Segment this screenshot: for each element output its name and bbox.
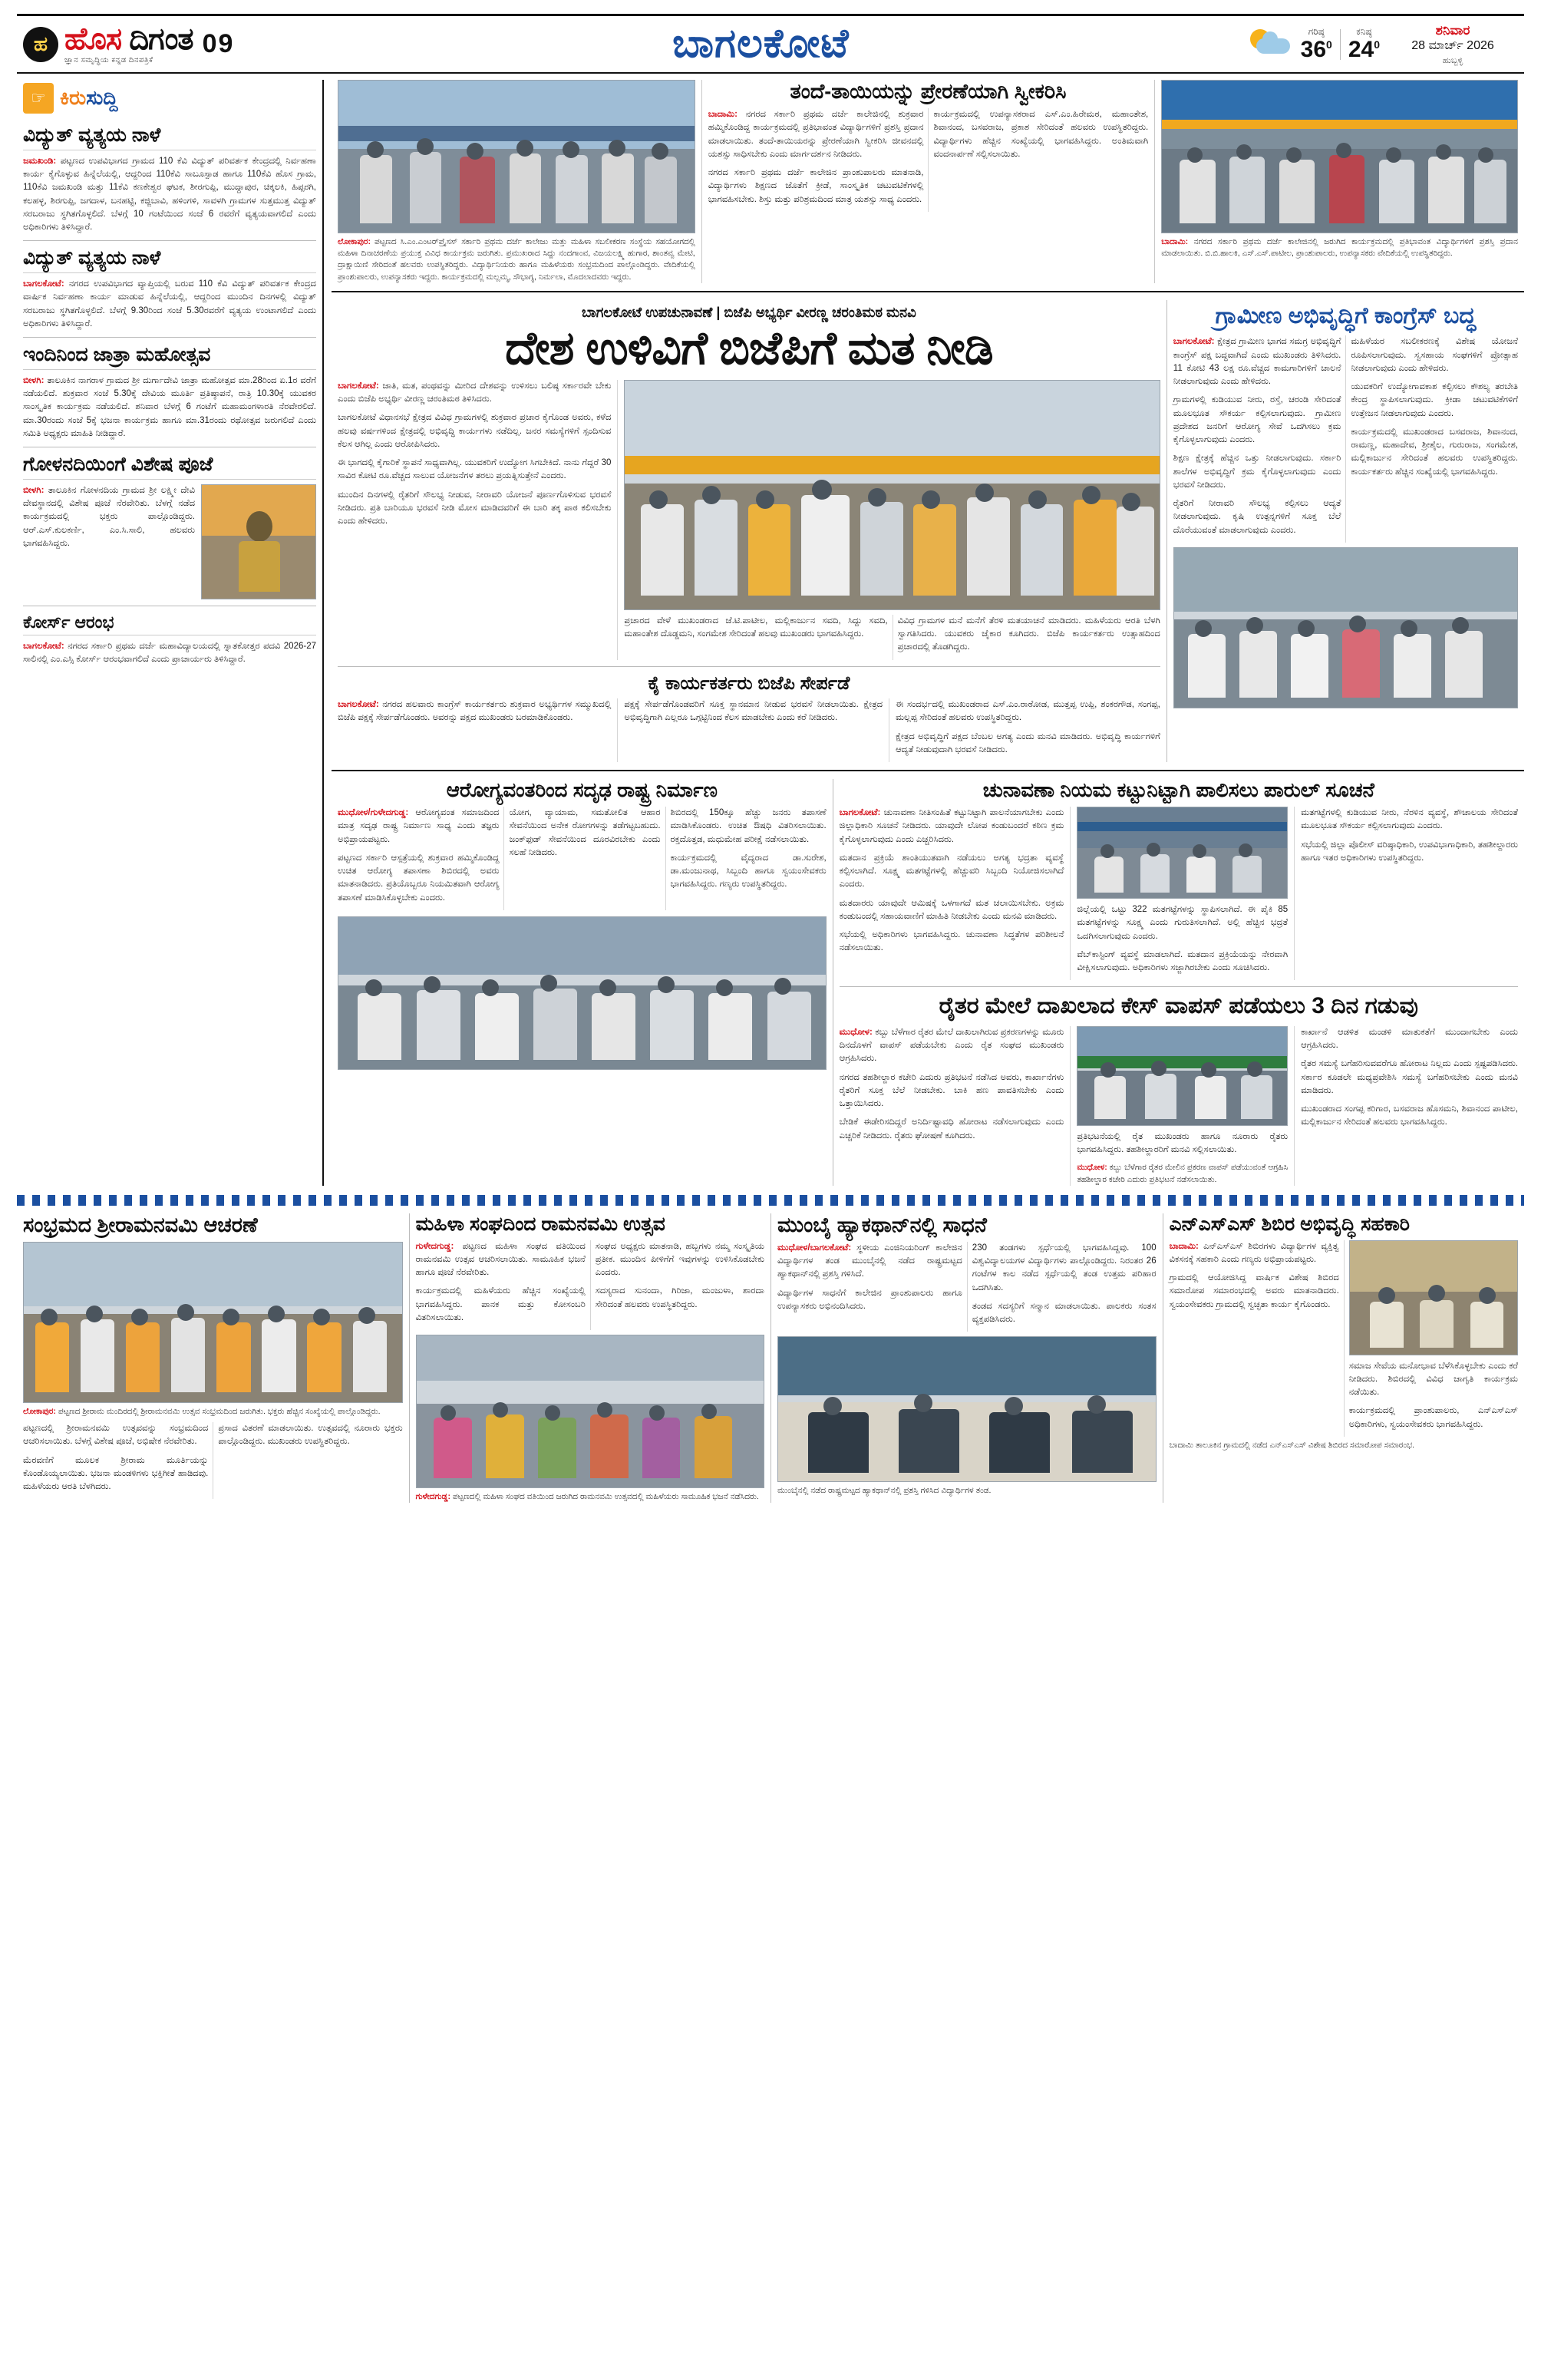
story-health[interactable] xyxy=(332,779,833,1186)
story-paragraph: ನಗರದ ಸರ್ಕಾರಿ ಪ್ರಥಮ ದರ್ಜೆ ಕಾಲೇಜಿನಲ್ಲಿ ಶುಕ್ರವಾರ ಹಮ್ಮಿಕೊಂಡಿದ್ದ ಕಾರ್ಯಕ್ರಮದಲ್ಲಿ ಪ್ರತಿಭಾವಂತ ವಿದ್ಯಾರ್ಥಿಗಳಿಗೆ ಪ್ರಶಸ್ತಿ ಪ್ರದಾನ ಮಾಡಲಾಯಿತು. ತಂದೆ-ತಾಯಿಯರನ್ನು ಪ್ರೇರಣೆಯಾಗಿ ಸ್ವೀಕರಿಸಿ ಜೀವನದಲ್ಲಿ ಯಶಸ್ಸು ಸಾಧಿಸಬೇಕು ಎಂದು ಮಾರ್ಗದರ್ಶನ ನೀಡಿದರು. xyxy=(708,110,924,159)
caption-dateline: ಮುಧೋಳ: xyxy=(1077,1163,1107,1173)
weather-widget xyxy=(1246,27,1380,61)
story-paragraph: ಕಾರ್ಯಕ್ರಮದಲ್ಲಿ ಮುಖಂಡರಾದ ಬಸವರಾಜ, ಶಿವಾನಂದ, ರಾಮಣ್ಣ, ಮಹಾದೇವ, ಶ್ರೀಶೈಲ, ಗುರುರಾಜ, ಸಂಗಮೇಶ, ಮಲ್ಲಿಕಾರ್ಜುನ ಸೇರಿದಂತೆ ಹಲವರು ಉಪಸ್ಥಿತರಿದ್ದರು. ಕಾರ್ಯಕರ್ತರು ಹೆಚ್ಚಿನ ಸಂಖ್ಯೆಯಲ್ಲಿ ಭಾಗವಹಿಸಿದ್ದರು. xyxy=(1351,427,1518,477)
brief-headline: ಗೋಳನದಿಯಿಂಗೆ ವಿಶೇಷ ಪೂಜೆ xyxy=(23,454,316,480)
story-paragraph: ಜಾತಿ, ಮತ, ಪಂಥವನ್ನು ಮೀರಿದ ದೇಶವನ್ನು ಉಳಿಸಲು ಬಲಿಷ್ಠ ಸರ್ಕಾರವೇ ಬೇಕು ಎಂದು ಬಿಜೆಪಿ ಅಭ್ಯರ್ಥಿ ವೀರಣ್ಣ ಚರಂತಿಮಠ ತಿಳಿಸಿದರು. xyxy=(338,381,612,404)
logo-word-2: ದಿಗಂತ xyxy=(129,22,193,56)
story-paragraph: ಸ್ಥಳೀಯ ಎಂಜಿನಿಯರಿಂಗ್ ಕಾಲೇಜಿನ ವಿದ್ಯಾರ್ಥಿಗಳ ತಂಡ ಮುಂಬೈನಲ್ಲಿ ನಡೆದ ರಾಷ್ಟ್ರಮಟ್ಟದ ಹ್ಯಾಕಥಾನ್‌ನಲ್ಲಿ ಪ್ರಶಸ್ತಿ ಗಳಿಸಿದೆ. xyxy=(777,1243,962,1279)
story-paragraph: ಸಮಾಜ ಸೇವೆಯ ಮನೋಭಾವ ಬೆಳೆಸಿಕೊಳ್ಳಬೇಕು ಎಂದು ಕರೆ ನೀಡಿದರು. ಶಿಬಿರದಲ್ಲಿ ವಿವಿಧ ಜಾಗೃತಿ ಕಾರ್ಯಕ್ರಮ ನಡೆಯಿತು. xyxy=(1348,1361,1518,1398)
story-paragraph: ಕಾರ್ಯಕ್ರಮದಲ್ಲಿ ಪ್ರಾಂಶುಪಾಲರು, ಎನ್‌ಎಸ್‌ಎಸ್ ಅಧಿಕಾರಿಗಳು, ಸ್ವಯಂಸೇವಕರು ಭಾಗವಹಿಸಿದ್ದರು. xyxy=(1348,1406,1518,1429)
story-paragraph: ವಿದ್ಯಾರ್ಥಿಗಳ ಸಾಧನೆಗೆ ಕಾಲೇಜಿನ ಪ್ರಾಂಶುಪಾಲರು ಹಾಗೂ ಉಪನ್ಯಾಸಕರು ಅಭಿನಂದಿಸಿದರು. xyxy=(777,1288,962,1311)
brief-dateline: ಬೀಳಗಿ: xyxy=(23,375,45,385)
story-paragraph: ಚುನಾವಣಾ ನೀತಿಸಂಹಿತೆ ಕಟ್ಟುನಿಟ್ಟಾಗಿ ಪಾಲನೆಯಾಗಬೇಕು ಎಂದು ಜಿಲ್ಲಾಧಿಕಾರಿ ಸೂಚನೆ ನೀಡಿದರು. ಯಾವುದೇ ಲೋಪ ಕಂಡುಬಂದರೆ ಕಠಿಣ ಕ್ರಮ ಕೈಗೊಳ್ಳಲಾಗುವುದು ಎಂದು ಎಚ್ಚರಿಸಿದರು. xyxy=(839,808,1064,844)
briefs-title-2: ಸುದ್ದಿ xyxy=(86,86,118,109)
campaign-rally-photo xyxy=(624,380,1160,610)
story-paragraph: ಮತದಾನ ಪ್ರಕ್ರಿಯೆ ಶಾಂತಿಯುತವಾಗಿ ನಡೆಯಲು ಅಗತ್ಯ ಭದ್ರತಾ ವ್ಯವಸ್ಥೆ ಕಲ್ಪಿಸಲಾಗಿದೆ. ಸೂಕ್ಷ್ಮ ಮತಗಟ್ಟೆಗಳಲ್ಲಿ ಹೆಚ್ಚುವರಿ ಸಿಬ್ಬಂದಿ ನಿಯೋಜಿಸಲಾಗಿದೆ ಎಂದರು. xyxy=(839,853,1064,890)
edition-title: ಬಾಗಲಕೋಟೆ xyxy=(672,21,850,66)
story-paragraph: ಶಿಬಿರದಲ್ಲಿ 150ಕ್ಕೂ ಹೆಚ್ಚು ಜನರು ತಪಾಸಣೆ ಮಾಡಿಸಿಕೊಂಡರು. ಉಚಿತ ಔಷಧಿ ವಿತರಿಸಲಾಯಿತು. ರಕ್ತದೊತ್ತಡ, ಮಧುಮೇಹ ಪರೀಕ್ಷೆ ನಡೆಸಲಾಯಿತು. xyxy=(670,808,827,844)
main-story-row xyxy=(332,300,1524,762)
caption-dateline: ಲೋಕಾಪುರ: xyxy=(338,237,371,246)
brief-text: ನಗರದ ಉಪವಿಭಾಗದ ವ್ಯಾಪ್ತಿಯಲ್ಲಿ ಬರುವ 110 ಕೆವಿ ವಿದ್ಯುತ್ ಪರಿವರ್ತಕ ಕೇಂದ್ರದ ವಾರ್ಷಿಕ ನಿರ್ವಹಣಾ ಕಾರ್ಯ ಮಾಡುವ ಹಿನ್ನೆಲೆಯಲ್ಲಿ, ಆದ್ದರಿಂದ ಮುಂದಿನ ದಿನಗಳಲ್ಲಿ ವಿದ್ಯುತ್ ಸರಬರಾಜು ಸ್ಥಗಿತಗೊಳ್ಳಲಿದೆ. ಬೆಳಗ್ಗೆ 9.30ರಿಂದ ಸಂಜೆ 5.30ರವರೆಗೆ ವ್ಯತ್ಯಯ ಉಂಟಾಗಲಿದೆ ಎಂದು ಅಧಿಕಾರಿಗಳು ತಿಳಿಸಿದ್ದಾರೆ. xyxy=(23,279,316,328)
temp-max-label: ಗರಿಷ್ಠ xyxy=(1308,26,1325,37)
logo-emblem-icon: ಹ xyxy=(23,27,58,62)
story-dateline: ಬಾಗಲಕೋಟೆ: xyxy=(338,381,379,391)
story-headline: ಚುನಾವಣಾ ನಿಯಮ ಕಟ್ಟುನಿಟ್ಟಾಗಿ ಪಾಲಿಸಲು ಪಾರುಲ್ ಸೂಚನೆ xyxy=(982,778,1374,802)
section-separator-stripe xyxy=(17,1195,1524,1206)
story-paragraph: ಪ್ರಸಾದ ವಿತರಣೆ ಮಾಡಲಾಯಿತು. ಉತ್ಸವದಲ್ಲಿ ನೂರಾರು ಭಕ್ತರು ಪಾಲ್ಗೊಂಡಿದ್ದರು. ಮುಖಂಡರು ಉಪಸ್ಥಿತರಿದ್ದರು. xyxy=(218,1424,403,1447)
story-headline: ಎನ್‌ಎಸ್‌ಎಸ್ ಶಿಬಿರ ಅಭಿವೃದ್ಧಿ ಸಹಕಾರಿ xyxy=(1169,1213,1410,1235)
story-farmer-headline: ರೈತರ ಮೇಲೆ ದಾಖಲಾದ ಕೇಸ್ ವಾಪಸ್ ಪಡೆಯಲು 3 ದಿನ ಗಡುವು xyxy=(939,993,1418,1019)
story-dateline: ಬಾದಾಮಿ: xyxy=(1169,1241,1199,1251)
story-paragraph: ತಂಡದ ಸದಸ್ಯರಿಗೆ ಸನ್ಮಾನ ಮಾಡಲಾಯಿತು. ಪಾಲಕರು ಸಂತಸ ವ್ಯಕ್ತಪಡಿಸಿದರು. xyxy=(972,1301,1157,1325)
story-paragraph: ಎನ್‌ಎಸ್‌ಎಸ್ ಶಿಬಿರಗಳು ವಿದ್ಯಾರ್ಥಿಗಳ ವ್ಯಕ್ತಿತ್ವ ವಿಕಸನಕ್ಕೆ ಸಹಕಾರಿ ಎಂದು ಗಣ್ಯರು ಅಭಿಪ್ರಾಯಪಟ್ಟರು. xyxy=(1169,1241,1339,1264)
photo-caption: ಬಾದಾಮಿ ತಾಲೂಕಿನ ಗ್ರಾಮದಲ್ಲಿ ನಡೆದ ಎನ್‌ಎಸ್‌ಎಸ್ ವಿಶೇಷ ಶಿಬಿರದ ಸಮಾರೋಪ ಸಮಾರಂಭ. xyxy=(1169,1440,1415,1450)
story-paragraph: ಶಿಕ್ಷಣ ಕ್ಷೇತ್ರಕ್ಕೆ ಹೆಚ್ಚಿನ ಒತ್ತು ನೀಡಲಾಗುವುದು. ಸರ್ಕಾರಿ ಶಾಲೆಗಳ ಅಭಿವೃದ್ಧಿಗೆ ಕ್ರಮ ಕೈಗೊಳ್ಳಲಾಗುವುದು ಎಂದು ಭರವಸೆ ನೀಡಿದರು. xyxy=(1173,454,1341,490)
story-dateline: ಮುಧೋಳ/ಗುಳೇದಗುಡ್ಡ: xyxy=(338,808,409,818)
deity-photo xyxy=(201,484,316,599)
photo-caption xyxy=(1161,236,1518,259)
hackathon-team-photo xyxy=(777,1336,1157,1482)
story-dateline: ಬಾಗಲಕೋಟೆ: xyxy=(1173,337,1215,347)
story-dateline: ಮುಧೋಳ: xyxy=(839,1027,873,1037)
story-paragraph: ಗ್ರಾಮದಲ್ಲಿ ಆಯೋಜಿಸಿದ್ದ ವಾರ್ಷಿಕ ವಿಶೇಷ ಶಿಬಿರದ ಸಮಾರೋಪ ಸಮಾರಂಭದಲ್ಲಿ ಅವರು ಮಾತನಾಡಿದರು. ಸ್ವಯಂಸೇವಕರು ಗ್ರಾಮದಲ್ಲಿ ಸ್ವಚ್ಛತಾ ಕಾರ್ಯ ಕೈಗೊಂಡರು. xyxy=(1169,1273,1339,1309)
story-paragraph: ಕಾರ್ಯಕ್ರಮದಲ್ಲಿ ಮಹಿಳೆಯರು ಹೆಚ್ಚಿನ ಸಂಖ್ಯೆಯಲ್ಲಿ ಭಾಗವಹಿಸಿದ್ದರು. ಪಾನಕ ಮತ್ತು ಕೋಸಂಬರಿ ವಿತರಿಸಲಾಯಿತು. xyxy=(415,1286,586,1322)
brief-item[interactable] xyxy=(23,247,316,331)
story-paragraph: ಕಾರ್ಯಕ್ರಮದಲ್ಲಿ ಉಪನ್ಯಾಸಕರಾದ ಎಸ್.ಎಂ.ಹಿರೇಮಠ, ಮಹಾಂತೇಶ, ಶಿವಾನಂದ, ಬಸವರಾಜ, ಪ್ರಕಾಶ ಸೇರಿದಂತೆ ಹಲವರು ಉಪಸ್ಥಿತರಿದ್ದರು. ವಿದ್ಯಾರ್ಥಿಗಳು ಹೆಚ್ಚಿನ ಸಂಖ್ಯೆಯಲ್ಲಿ ಭಾಗವಹಿಸಿದ್ದರು. ಅಂತಿಮವಾಗಿ ವಂದನಾರ್ಪಣೆ ಸಲ್ಲಿಸಲಾಯಿತು. xyxy=(933,110,1149,159)
caption-text: ಪಟ್ಟಣದ ಶ್ರೀರಾಮ ಮಂದಿರದಲ್ಲಿ ಶ್ರೀರಾಮನವಮಿ ಉತ್ಸವ ಸಂಭ್ರಮದಿಂದ ಜರುಗಿತು. ಭಕ್ತರು ಹೆಚ್ಚಿನ ಸಂಖ್ಯೆಯಲ್ಲಿ ಪಾಲ್ಗೊಂಡಿದ್ದರು. xyxy=(58,1406,381,1416)
temp-min-label: ಕನಿಷ್ಠ xyxy=(1356,26,1372,37)
story-paragraph: ಗ್ರಾಮಗಳಲ್ಲಿ ಕುಡಿಯುವ ನೀರು, ರಸ್ತೆ, ಚರಂಡಿ ಸೇರಿದಂತೆ ಮೂಲಭೂತ ಸೌಕರ್ಯ ಕಲ್ಪಿಸಲಾಗುವುದು. ಗ್ರಾಮೀಣ ಪ್ರದೇಶದ ಜನರಿಗೆ ಆರೋಗ್ಯ ಸೇವೆ ಒದಗಿಸಲು ಕ್ರಮ ಕೈಗೊಳ್ಳಲಾಗುವುದು ಎಂದರು. xyxy=(1173,395,1341,445)
story-paragraph: ಪಟ್ಟಣದಲ್ಲಿ ಶ್ರೀರಾಮನವಮಿ ಉತ್ಸವವನ್ನು ಸಂಭ್ರಮದಿಂದ ಆಚರಿಸಲಾಯಿತು. ಬೆಳಗ್ಗೆ ವಿಶೇಷ ಪೂಜೆ, ಅಭಿಷೇಕ ನೆರವೇರಿತು. xyxy=(23,1424,209,1447)
main-story-overline: ಬಾಗಲಕೋಟೆ ಉಪಚುನಾವಣೆ | ಬಿಜೆಪಿ ಅಭ್ಯರ್ಥಿ ವೀರಣ್ಣ ಚರಂತಿಮಠ ಮನವಿ xyxy=(582,304,916,320)
newspaper-logo[interactable] xyxy=(23,24,276,64)
day-of-week: ಶನಿವಾರ xyxy=(1435,22,1470,38)
caption-dateline: ಗುಳೇದಗುಡ್ಡ: xyxy=(415,1492,450,1502)
story-parents[interactable] xyxy=(701,80,1155,283)
top-row xyxy=(332,80,1524,283)
page-grid xyxy=(17,80,1524,1186)
hand-pointing-icon: ☞ xyxy=(23,83,54,114)
story-paragraph: ಮಹಿಳೆಯರ ಸಬಲೀಕರಣಕ್ಕೆ ವಿಶೇಷ ಯೋಜನೆ ರೂಪಿಸಲಾಗುವುದು. ಸ್ವಸಹಾಯ ಸಂಘಗಳಿಗೆ ಪ್ರೋತ್ಸಾಹ ನೀಡಲಾಗುವುದು ಎಂದು ಹೇಳಿದರು. xyxy=(1351,337,1518,373)
award-ceremony-photo xyxy=(1161,80,1518,233)
divider xyxy=(840,986,1518,987)
story-paragraph: ಯುವಕರಿಗೆ ಉದ್ಯೋಗಾವಕಾಶ ಕಲ್ಪಿಸಲು ಕೌಶಲ್ಯ ತರಬೇತಿ ಕೇಂದ್ರ ಸ್ಥಾಪಿಸಲಾಗುವುದು. ಕ್ರೀಡಾ ಚಟುವಟಿಕೆಗಳಿಗೆ ಉತ್ತೇಜನ ನೀಡಲಾಗುವುದು ಎಂದರು. xyxy=(1351,382,1518,418)
photo-caption xyxy=(338,236,695,283)
caption-text: ಪಟ್ಟಣದ ಸಿ.ಎಂ.ಎಂಟರ್‌ಪ್ರೈಸಸ್ ಸರ್ಕಾರಿ ಪ್ರಥಮ ದರ್ಜೆ ಕಾಲೇಜು ಮತ್ತು ಮಹಿಳಾ ಸಬಲೀಕರಣ ಸಂಸ್ಥೆಯ ಸಹಯೋಗದಲ್ಲಿ ಮಹಿಳಾ ದಿನಾಚರಣೆಯ ಪ್ರಯುಕ್ತ ವಿವಿಧ ಕಾರ್ಯಕ್ರಮ ಜರುಗಿತು. ಪ್ರಮುಖರಾದ ಸಿದ್ದು ನಂದಗಾಂವ, ವಿಜಯಲಕ್ಷ್ಮಿ ಹುಗಾರ, ಶಾಂತವ್ವ ಮೇಟಿ, ದ್ರಾಕ್ಷಾಯಿಣಿ ಸೇರಿದಂತೆ ಹಲವರು ಉಪಸ್ಥಿತರಿದ್ದರು. ವಿದ್ಯಾರ್ಥಿನಿಯರು ಹಾಗೂ ಮಹಿಳೆಯರು ಸಂಭ್ರಮದಿಂದ ಪಾಲ್ಗೊಂಡಿದ್ದರು. ವೇದಿಕೆಯಲ್ಲಿ ಪ್ರಾಂಶುಪಾಲರು, ಉಪನ್ಯಾಸಕರು ಇದ್ದರು. ಕಾರ್ಯಕ್ರಮದಲ್ಲಿ ಮಲ್ಲಮ್ಮ, ಸೌಭಾಗ್ಯ, ನಿರ್ಮಲಾ, ಮೊದಲಾದವರು ಇದ್ದರು. xyxy=(338,237,695,282)
women-bhajan-photo xyxy=(416,1335,764,1488)
story-paragraph: ರೈತರಿಗೆ ನೀರಾವರಿ ಸೌಲಭ್ಯ ಕಲ್ಪಿಸಲು ಆದ್ಯತೆ ನೀಡಲಾಗುವುದು. ಕೃಷಿ ಉತ್ಪನ್ನಗಳಿಗೆ ಸೂಕ್ತ ಬೆಲೆ ದೊರೆಯುವಂತೆ ಮಾಡಲಾಗುವುದು ಎಂದರು. xyxy=(1173,499,1341,535)
degree-symbol-min: 0 xyxy=(1374,38,1380,51)
publication-place: ಹುಬ್ಬಳ್ಳಿ xyxy=(1442,55,1463,65)
story-headline: ಗ್ರಾಮೀಣ ಅಭಿವೃದ್ಧಿಗೆ ಕಾಂಗ್ರೆಸ್ ಬದ್ಧ xyxy=(1215,302,1477,328)
brief-item[interactable] xyxy=(23,612,316,667)
story-paragraph: ಸಭೆಯಲ್ಲಿ ಜಿಲ್ಲಾ ಪೊಲೀಸ್ ವರಿಷ್ಠಾಧಿಕಾರಿ, ಉಪವಿಭಾಗಾಧಿಕಾರಿ, ತಹಶೀಲ್ದಾರರು ಹಾಗೂ ಇತರ ಅಧಿಕಾರಿಗಳು ಉಪಸ್ಥಿತರಿದ್ದರು. xyxy=(1301,840,1518,863)
brief-headline: ವಿದ್ಯುತ್ ವ್ಯತ್ಯಯ ನಾಳೆ xyxy=(23,124,316,150)
caption-text: ನಗರದ ಸರ್ಕಾರಿ ಪ್ರಥಮ ದರ್ಜೆ ಕಾಲೇಜಿನಲ್ಲಿ ಜರುಗಿದ ಕಾರ್ಯಕ್ರಮದಲ್ಲಿ ಪ್ರತಿಭಾವಂತ ವಿದ್ಯಾರ್ಥಿಗಳಿಗೆ ಪ್ರಶಸ್ತಿ ಪ್ರದಾನ ಮಾಡಲಾಯಿತು. ಬಿ.ಬಿ.ಹಾಲಕಿ, ಎಸ್.ಎಸ್.ಪಾಟೀಲ, ಪ್ರಾಂಶುಪಾಲರು, ಉಪನ್ಯಾಸಕರು ವೇದಿಕೆಯಲ್ಲಿ ಉಪಸ್ಥಿತರಿದ್ದರು. xyxy=(1161,237,1518,259)
page-number: 09 xyxy=(202,29,235,58)
publication-date: 28 ಮಾರ್ಚ್ 2026 xyxy=(1411,38,1494,52)
caption-dateline: ಲೋಕಾಪುರ: xyxy=(23,1406,56,1416)
story-headline: ಮುಂಬೈ ಹ್ಯಾಕಥಾನ್‌ನಲ್ಲಿ ಸಾಧನೆ xyxy=(777,1213,987,1236)
briefs-rail xyxy=(17,80,324,1186)
caption-text: ಪಟ್ಟಣದಲ್ಲಿ ಮಹಿಳಾ ಸಂಘದ ವತಿಯಿಂದ ಜರುಗಿದ ರಾಮನವಮಿ ಉತ್ಸವದಲ್ಲಿ ಮಹಿಳೆಯರು ಸಾಮೂಹಿಕ ಭಜನೆ ನಡೆಸಿದರು. xyxy=(452,1492,759,1502)
brief-dateline: ಜಮಖಂಡಿ: xyxy=(23,156,57,166)
main-content xyxy=(324,80,1524,1186)
story-congress[interactable] xyxy=(1166,300,1524,762)
story-farmer[interactable] xyxy=(840,1026,1518,1186)
story-paragraph: ಜಿಲ್ಲೆಯಲ್ಲಿ ಒಟ್ಟು 322 ಮತಗಟ್ಟೆಗಳನ್ನು ಸ್ಥಾಪಿಸಲಾಗಿದೆ. ಈ ಪೈಕಿ 85 ಮತಗಟ್ಟೆಗಳನ್ನು ಸೂಕ್ಷ್ಮ ಎಂದು ಗುರುತಿಸಲಾಗಿದೆ. ಅಲ್ಲಿ ಹೆಚ್ಚಿನ ಭದ್ರತೆ ಒದಗಿಸಲಾಗುವುದು ಎಂದರು. xyxy=(1077,905,1289,941)
story-paragraph: ರೈತರ ಸಮಸ್ಯೆ ಬಗೆಹರಿಸುವವರೆಗೂ ಹೋರಾಟ ನಿಲ್ಲದು ಎಂದು ಸ್ಪಷ್ಟಪಡಿಸಿದರು. ಸರ್ಕಾರ ಕೂಡಲೇ ಮಧ್ಯಪ್ರವೇಶಿಸಿ ಸಮಸ್ಯೆ ಬಗೆಹರಿಸಬೇಕು ಎಂದು ಮನವಿ ಮಾಡಿದರು. xyxy=(1301,1059,1518,1095)
story-paragraph: ಸಂಘದ ಅಧ್ಯಕ್ಷರು ಮಾತನಾಡಿ, ಹಬ್ಬಗಳು ನಮ್ಮ ಸಂಸ್ಕೃತಿಯ ಪ್ರತೀಕ. ಮುಂದಿನ ಪೀಳಿಗೆಗೆ ಇವುಗಳನ್ನು ಉಳಿಸಿಕೊಡಬೇಕು ಎಂದರು. xyxy=(595,1241,764,1278)
story-paragraph: ನಗರದ ಸರ್ಕಾರಿ ಪ್ರಥಮ ದರ್ಜೆ ಕಾಲೇಜಿನ ಪ್ರಾಂಶುಪಾಲರು ಮಾತನಾಡಿ, ವಿದ್ಯಾರ್ಥಿಗಳು ಶಿಕ್ಷಣದ ಜೊತೆಗೆ ಕ್ರೀಡೆ, ಸಾಂಸ್ಕೃತಿಕ ಚಟುವಟಿಕೆಗಳಲ್ಲಿ ಭಾಗವಹಿಸಬೇಕು. ಶಿಸ್ತು ಮತ್ತು ಪರಿಶ್ರಮದಿಂದ ಮಾತ್ರ ಯಶಸ್ಸು ಸಾಧ್ಯ ಎಂದರು. xyxy=(708,168,924,204)
college-event-photo xyxy=(338,80,695,233)
story-paragraph: ಪ್ರಚಾರದ ವೇಳೆ ಮುಖಂಡರಾದ ಜೆ.ಟಿ.ಪಾಟೀಲ, ಮಲ್ಲಿಕಾರ್ಜುನ ಸವದಿ, ಸಿದ್ದು ಸವದಿ, ಮಹಾಂತೇಶ ದೊಡ್ಡಮನಿ, ಸಂಗಮೇಶ ಸೇರಿದಂತೆ ಹಲವು ಮುಖಂಡರು ಭಾಗವಹಿಸಿದ್ದರು. xyxy=(624,616,888,639)
divider xyxy=(332,291,1524,292)
story-paragraph: ಈ ಸಂದರ್ಭದಲ್ಲಿ ಮುಖಂಡರಾದ ಎಸ್.ಎಂ.ರಾಠೋಡ, ಮುತ್ತಪ್ಪ ಉಪ್ಪಿ, ಶಂಕರಗೌಡ, ಸಂಗಪ್ಪ, ಮಲ್ಲಪ್ಪ ಸೇರಿದಂತೆ ಹಲವರು ಉಪಸ್ಥಿತರಿದ್ದರು. xyxy=(896,700,1160,723)
bottom-story-rama[interactable] xyxy=(17,1213,409,1503)
brief-text: ನಗರದ ಸರ್ಕಾರಿ ಪ್ರಥಮ ದರ್ಜೆ ಮಹಾವಿದ್ಯಾಲಯದಲ್ಲಿ ಸ್ನಾತಕೋತ್ತರ ಪದವಿ 2026-27 ಸಾಲಿನಲ್ಲಿ ಎಂ.ಎಸ್ಸಿ ಕೋರ್ಸ್ ಆರಂಭವಾಗಲಿದೆ ಎಂದು ಪ್ರಾಚಾರ್ಯರು ತಿಳಿಸಿದ್ದಾರೆ. xyxy=(23,642,316,665)
photo-caption xyxy=(416,1491,764,1503)
story-paragraph: ಬೇಡಿಕೆ ಈಡೇರಿಸದಿದ್ದರೆ ಅನಿರ್ದಿಷ್ಟಾವಧಿ ಹೋರಾಟ ನಡೆಸಲಾಗುವುದು ಎಂದು ಎಚ್ಚರಿಕೆ ನೀಡಿದರು. ರೈತರು ಘೋಷಣೆ ಕೂಗಿದರು. xyxy=(839,1117,1064,1140)
logo-tagline: ಜ್ಞಾನ ಸಮೃದ್ಧಿಯ ಕನ್ನಡ ದಿನಪತ್ರಿಕೆ xyxy=(64,56,153,64)
top-photo-block-2 xyxy=(1154,80,1524,283)
temp-min-value: 24 xyxy=(1348,37,1374,62)
farmer-protest-photo xyxy=(1077,1026,1288,1126)
brief-dateline: ಬಾಗಲಕೋಟೆ: xyxy=(23,642,64,652)
story-paragraph: ಪಟ್ಟಣದ ಮಹಿಳಾ ಸಂಘದ ವತಿಯಿಂದ ರಾಮನವಮಿ ಉತ್ಸವ ಆಚರಿಸಲಾಯಿತು. ಸಾಮೂಹಿಕ ಭಜನೆ ಹಾಗೂ ಪೂಜೆ ನೆರವೇರಿತು. xyxy=(415,1241,586,1278)
brief-item[interactable] xyxy=(23,124,316,234)
brief-text: ತಾಲೂಕಿನ ಗೋಳನದಿಯ ಗ್ರಾಮದ ಶ್ರೀ ಲಕ್ಷ್ಮೀ ದೇವಿ ದೇವಸ್ಥಾನದಲ್ಲಿ ವಿಶೇಷ ಪೂಜೆ ನೆರವೇರಿತು. ಬೆಳಗ್ಗೆ ನಡೆದ ಕಾರ್ಯಕ್ರಮದಲ್ಲಿ ಭಕ್ತರು ಪಾಲ್ಗೊಂಡಿದ್ದರು. ಆರ್.ಎಸ್.ಕುಲಕರ್ಣಿ, ಎಂ.ಸಿ.ಸಾಲಿ, ಹಲವರು ಭಾಗವಹಿಸಿದ್ದರು. xyxy=(23,485,195,548)
story-paragraph: ಈ ಭಾಗದಲ್ಲಿ ಕೈಗಾರಿಕೆ ಸ್ಥಾಪನೆ ಸಾಧ್ಯವಾಗಿಲ್ಲ. ಯುವಕರಿಗೆ ಉದ್ಯೋಗ ಸಿಗಬೇಕಿದೆ. ನಾನು ಗೆದ್ದರೆ 30 ಸಾವಿರ ಕೋಟಿ ರೂ.ವೆಚ್ಚದ ಸಾಲುವ ಯೋಜನೆಗಳ ತರಲು ಪ್ರಯತ್ನಿಸುತ್ತೇನೆ ಎಂದರು. xyxy=(338,458,612,481)
story-headline: ತಂದೆ-ತಾಯಿಯನ್ನು ಪ್ರೇರಣೆಯಾಗಿ ಸ್ವೀಕರಿಸಿ xyxy=(790,80,1067,103)
story-headline: ಸಂಭ್ರಮದ ಶ್ರೀರಾಮನವಮಿ ಆಚರಣೆ xyxy=(23,1213,258,1236)
top-photo-block xyxy=(332,80,701,283)
story-dateline: ಬಾದಾಮಿ: xyxy=(708,110,738,120)
caption-dateline: ಬಾದಾಮಿ: xyxy=(1161,237,1189,246)
story-dateline: ಬಾಗಲಕೋಟೆ: xyxy=(839,808,881,818)
story-dateline: ಗುಳೇದಗುಡ್ಡ: xyxy=(415,1241,454,1251)
story-paragraph: ವಿವಿಧ ಗ್ರಾಮಗಳ ಮನೆ ಮನೆಗೆ ತೆರಳಿ ಮತಯಾಚನೆ ಮಾಡಿದರು. ಮಹಿಳೆಯರು ಆರತಿ ಬೆಳಗಿ ಸ್ವಾಗತಿಸಿದರು. ಯುವಕರು ಜೈಕಾರ ಕೂಗಿದರು. ಬಿಜೆಪಿ ಕಾರ್ಯಕರ್ತರು ಉತ್ಸಾಹದಿಂದ ಪ್ರಚಾರದಲ್ಲಿ ತೊಡಗಿದ್ದರು. xyxy=(897,616,1160,652)
story-paragraph: ವೆಬ್‌ಕಾಸ್ಟಿಂಗ್ ವ್ಯವಸ್ಥೆ ಮಾಡಲಾಗಿದೆ. ಮತದಾನ ಪ್ರಕ್ರಿಯೆಯನ್ನು ನೇರವಾಗಿ ವೀಕ್ಷಿಸಲಾಗುವುದು. ಅಧಿಕಾರಿಗಳು ಸಜ್ಜಾಗಿರಬೇಕು ಎಂದು ಸೂಚಿಸಿದರು. xyxy=(1077,949,1289,973)
bottom-story-hackathon[interactable] xyxy=(770,1213,1163,1503)
story-paragraph: ಸದಸ್ಯರಾದ ಸುನಂದಾ, ಗಿರಿಜಾ, ಮಂಜುಳಾ, ಶಾರದಾ ಸೇರಿದಂತೆ ಹಲವರು ಉಪಸ್ಥಿತರಿದ್ದರು. xyxy=(595,1286,764,1309)
photo-caption xyxy=(1077,1162,1288,1185)
story-paragraph: ನಗರದ ತಹಶೀಲ್ದಾರ ಕಚೇರಿ ಎದುರು ಪ್ರತಿಭಟನೆ ನಡೆಸಿದ ಅವರು, ಕಾರ್ಖಾನೆಗಳು ರೈತರಿಗೆ ಸೂಕ್ತ ಬೆಲೆ ನೀಡಬೇಕು. ಬಾಕಿ ಹಣ ಪಾವತಿಸಬೇಕು ಎಂದು ಒತ್ತಾಯಿಸಿದರು. xyxy=(839,1072,1064,1109)
date-block xyxy=(1388,22,1518,67)
divider xyxy=(1340,29,1341,60)
congress-meeting-photo xyxy=(1173,547,1518,708)
story-paragraph: ನಗರದ ಹಲವಾರು ಕಾಂಗ್ರೆಸ್ ಕಾರ್ಯಕರ್ತರು ಶುಕ್ರವಾರ ಅಭ್ಯರ್ಥಿಗಳ ಸಮ್ಮುಖದಲ್ಲಿ ಬಿಜೆಪಿ ಪಕ್ಷಕ್ಕೆ ಸೇರ್ಪಡೆಗೊಂಡರು. ಅವರನ್ನು ಪಕ್ಷದ ಮುಖಂಡರು ಬರಮಾಡಿಕೊಂಡರು. xyxy=(338,700,612,723)
photo-caption: ಮುಂಬೈನಲ್ಲಿ ನಡೆದ ರಾಷ್ಟ್ರಮಟ್ಟದ ಹ್ಯಾಕಥಾನ್‌ನಲ್ಲಿ ಪ್ರಶಸ್ತಿ ಗಳಿಸಿದ ವಿದ್ಯಾರ್ಥಿಗಳ ತಂಡ. xyxy=(777,1486,992,1496)
ramanavami-procession-photo xyxy=(23,1242,403,1403)
divider xyxy=(23,240,316,241)
temp-max xyxy=(1301,27,1332,61)
caption-text: ಕಬ್ಬು ಬೆಳೆಗಾರ ರೈತರ ಮೇಲಿನ ಪ್ರಕರಣ ವಾಪಸ್ ಪಡೆಯುವಂತೆ ಆಗ್ರಹಿಸಿ ತಹಶೀಲ್ದಾರ ಕಚೇರಿ ಎದುರು ಪ್ರತಿಭಟನೆ ನಡೆಸಲಾಯಿತು. xyxy=(1077,1163,1289,1184)
nss-camp-photo xyxy=(1349,1240,1518,1355)
story-paragraph: ಮೆರವಣಿಗೆ ಮೂಲಕ ಶ್ರೀರಾಮ ಮೂರ್ತಿಯನ್ನು ಕೊಂಡೊಯ್ಯಲಾಯಿತು. ಭಜನಾ ಮಂಡಳಿಗಳು ಭಕ್ತಿಗೀತೆ ಹಾಡಿದವು. ಮಹಿಳೆಯರು ಆರತಿ ಬೆಳಗಿದರು. xyxy=(23,1455,209,1492)
brief-dateline: ಬೀಳಗಿ: xyxy=(23,485,45,495)
health-camp-photo xyxy=(338,916,827,1070)
story-paragraph: ಬಾಗಲಕೋಟೆ ವಿಧಾನಸಭೆ ಕ್ಷೇತ್ರದ ವಿವಿಧ ಗ್ರಾಮಗಳಲ್ಲಿ ಶುಕ್ರವಾರ ಪ್ರಚಾರ ಕೈಗೊಂಡ ಅವರು, ಕಳೆದ ಹಲವು ವರ್ಷಗಳಿಂದ ಕ್ಷೇತ್ರದಲ್ಲಿ ಅಭಿವೃದ್ಧಿ ಕಾರ್ಯಗಳು ನಡೆದಿಲ್ಲ. ಜನರ ಸಮಸ್ಯೆಗಳಿಗೆ ಸ್ಪಂದಿಸುವ ಕೆಲಸ ಆಗಿಲ್ಲ ಎಂದು ಆರೋಪಿಸಿದರು. xyxy=(338,413,612,449)
briefs-title-1: ಕಿರು xyxy=(60,86,87,109)
divider xyxy=(23,337,316,338)
story-workers[interactable] xyxy=(338,698,1160,762)
divider xyxy=(332,770,1524,771)
brief-text: ತಾಲೂಕಿನ ನಾಗರಾಳ ಗ್ರಾಮದ ಶ್ರೀ ದುರ್ಗಾದೇವಿ ಜಾತ್ರಾ ಮಹೋತ್ಸವ ಮಾ.28ರಿಂದ ಏ.1ರ ವರೆಗೆ ನಡೆಯಲಿದೆ. ಶುಕ್ರವಾರ ಸಂಜೆ 5.30ಕ್ಕೆ ದೇವಿಯ ಮೂರ್ತಿ ಪ್ರತಿಷ್ಠಾಪನೆ, ರಾತ್ರಿ 10.30ಕ್ಕೆ ಯುವಕರ ಸಾಂಸ್ಕೃತಿಕ ಕಾರ್ಯಕ್ರಮ ನಡೆಯಲಿದೆ. ಶನಿವಾರ ಬೆಳಗ್ಗೆ 6 ಗಂಟೆಗೆ ಮಹಾಮಂಗಳಾರತಿ ನೆರವೇರಲಿದೆ. ಮಾ.30ರಂದು ಸಂಜೆ 5ಕ್ಕೆ ಭಜನಾ ಕಾರ್ಯಕ್ರಮ ಹಾಗೂ ಮಾ.31ರಂದು ರಥೋತ್ಸವ ಜರುಗಲಿದೆ ಎಂದು ಸಮಿತಿ ಅಧ್ಯಕ್ಷರು ಮಾಹಿತಿ ನೀಡಿದ್ದಾರೆ. xyxy=(23,375,316,438)
story-paragraph: ಪಕ್ಷಕ್ಕೆ ಸೇರ್ಪಡೆಗೊಂಡವರಿಗೆ ಸೂಕ್ತ ಸ್ಥಾನಮಾನ ನೀಡುವ ಭರವಸೆ ನೀಡಲಾಯಿತು. ಕ್ಷೇತ್ರದ ಅಭಿವೃದ್ಧಿಗಾಗಿ ಎಲ್ಲರೂ ಒಗ್ಗಟ್ಟಿನಿಂದ ಕೆಲಸ ಮಾಡಬೇಕು ಎಂದು ಕರೆ ನೀಡಿದರು. xyxy=(624,700,883,723)
degree-symbol-max: 0 xyxy=(1326,38,1332,51)
brief-dateline: ಬಾಗಲಕೋಟೆ: xyxy=(23,279,64,289)
story-headline: ಮಹಿಳಾ ಸಂಘದಿಂದ ರಾಮನವಮಿ ಉತ್ಸವ xyxy=(415,1213,665,1235)
bottom-story-nss[interactable] xyxy=(1163,1213,1524,1503)
story-paragraph: ಪ್ರತಿಭಟನೆಯಲ್ಲಿ ರೈತ ಮುಖಂಡರು ಹಾಗೂ ನೂರಾರು ರೈತರು ಭಾಗವಹಿಸಿದ್ದರು. ತಹಶೀಲ್ದಾರರಿಗೆ ಮನವಿ ಸಲ್ಲಿಸಲಾಯಿತು. xyxy=(1077,1131,1289,1155)
story-headline: ಆರೋಗ್ಯವಂತರಿಂದ ಸದೃಢ ರಾಷ್ಟ್ರ ನಿರ್ಮಾಣ xyxy=(446,778,718,802)
election-meeting-photo xyxy=(1077,807,1288,899)
story-paragraph: ಪಟ್ಟಣದ ಸರ್ಕಾರಿ ಆಸ್ಪತ್ರೆಯಲ್ಲಿ ಶುಕ್ರವಾರ ಹಮ್ಮಿಕೊಂಡಿದ್ದ ಉಚಿತ ಆರೋಗ್ಯ ತಪಾಸಣಾ ಶಿಬಿರದಲ್ಲಿ ಅವರು ಮಾತನಾಡಿದರು. ಪ್ರತಿಯೊಬ್ಬರೂ ನಿಯಮಿತವಾಗಿ ಆರೋಗ್ಯ ತಪಾಸಣೆ ಮಾಡಿಸಿಕೊಳ್ಳಬೇಕು ಎಂದರು. xyxy=(338,853,500,903)
bottom-row xyxy=(17,1213,1524,1503)
main-story-headline: ದೇಶ ಉಳಿವಿಗೆ ಬಿಜೆಪಿಗೆ ಮತ ನೀಡಿ xyxy=(505,322,993,374)
logo-word-1: ಹೊಸ xyxy=(64,22,122,56)
story-paragraph: ಕ್ಷೇತ್ರದ ಅಭಿವೃದ್ಧಿಗೆ ಪಕ್ಷದ ಬೆಂಬಲ ಅಗತ್ಯ ಎಂದು ಮನವಿ ಮಾಡಿದರು. ಅಭಿವೃದ್ಧಿ ಕಾರ್ಯಗಳಿಗೆ ಆದ್ಯತೆ ನೀಡುವುದಾಗಿ ಭರವಸೆ ನೀಡಿದರು. xyxy=(896,731,1160,754)
brief-item[interactable] xyxy=(23,454,316,599)
masthead xyxy=(17,14,1524,74)
story-paragraph: ಆರೋಗ್ಯವಂತ ಸಮಾಜದಿಂದ ಮಾತ್ರ ಸದೃಢ ರಾಷ್ಟ್ರ ನಿರ್ಮಾಣ ಸಾಧ್ಯ ಎಂದು ತಜ್ಞರು ಅಭಿಪ್ರಾಯಪಟ್ಟರು. xyxy=(338,808,500,844)
sun-cloud-icon xyxy=(1246,28,1293,61)
story-paragraph: ಕಬ್ಬು ಬೆಳೆಗಾರ ರೈತರ ಮೇಲೆ ದಾಖಲಾಗಿರುವ ಪ್ರಕರಣಗಳನ್ನು ಮೂರು ದಿನದೊಳಗೆ ವಾಪಸ್ ಪಡೆಯಬೇಕು ಎಂದು ರೈತ ಸಂಘದ ಮುಖಂಡರು ಆಗ್ರಹಿಸಿದರು. xyxy=(839,1027,1064,1064)
story-patrol[interactable] xyxy=(833,779,1524,1186)
story-dateline: ಬಾಗಲಕೋಟೆ: xyxy=(338,700,379,710)
third-row xyxy=(332,779,1524,1186)
brief-headline: ಇಂದಿನಿಂದ ಜಾತ್ರಾ ಮಹೋತ್ಸವ xyxy=(23,344,316,370)
story-paragraph: ಮುಖಂಡರಾದ ಸಂಗಪ್ಪ ಕರಿಗಾರ, ಬಸವರಾಜ ಹೊಸಮನಿ, ಶಿವಾನಂದ ಪಾಟೀಲ, ಮಲ್ಲಿಕಾರ್ಜುನ ಸೇರಿದಂತೆ ಹಲವರು ಭಾಗವಹಿಸಿದ್ದರು. xyxy=(1301,1104,1518,1127)
story-paragraph: ಯೋಗ, ವ್ಯಾಯಾಮ, ಸಮತೋಲಿತ ಆಹಾರ ಸೇವನೆಯಿಂದ ಅನೇಕ ರೋಗಗಳನ್ನು ತಡೆಗಟ್ಟಬಹುದು. ಜಂಕ್‌ಫುಡ್ ಸೇವನೆಯಿಂದ ದೂರವಿರಬೇಕು ಎಂದು ಸಲಹೆ ನೀಡಿದರು. xyxy=(509,808,661,857)
temp-min xyxy=(1348,27,1380,61)
story-workers-headline: ಕೈ ಕಾರ್ಯಕರ್ತರು ಬಿಜೆಪಿ ಸೇರ್ಪಡೆ xyxy=(648,672,850,694)
divider xyxy=(338,666,1160,667)
story-paragraph: ಕ್ಷೇತ್ರದ ಗ್ರಾಮೀಣ ಭಾಗದ ಸಮಗ್ರ ಅಭಿವೃದ್ಧಿಗೆ ಕಾಂಗ್ರೆಸ್ ಪಕ್ಷ ಬದ್ಧವಾಗಿದೆ ಎಂದು ಮುಖಂಡರು ತಿಳಿಸಿದರು. 11 ಕೋಟಿ 43 ಲಕ್ಷ ರೂ.ವೆಚ್ಚದ ಕಾಮಗಾರಿಗಳಿಗೆ ಚಾಲನೆ ನೀಡಲಾಗುವುದು ಎಂದು ಹೇಳಿದರು. xyxy=(1173,337,1341,387)
story-paragraph: ಮತಗಟ್ಟೆಗಳಲ್ಲಿ ಕುಡಿಯುವ ನೀರು, ನೆರಳಿನ ವ್ಯವಸ್ಥೆ, ಶೌಚಾಲಯ ಸೇರಿದಂತೆ ಮೂಲಭೂತ ಸೌಕರ್ಯ ಕಲ್ಪಿಸಲಾಗುವುದು ಎಂದರು. xyxy=(1301,808,1518,831)
story-paragraph: ಮುಂದಿನ ದಿನಗಳಲ್ಲಿ ರೈತರಿಗೆ ಸೌಲಭ್ಯ ನೀಡುವ, ನೀರಾವರಿ ಯೋಜನೆ ಪೂರ್ಣಗೊಳಿಸುವ ಭರವಸೆ ನೀಡಿದರು. ಪ್ರತಿ ಬಾರಿಯೂ ಭರವಸೆ ನೀಡಿ ಮೋಸ ಮಾಡಿದವರಿಗೆ ಈ ಬಾರಿ ತಕ್ಕ ಪಾಠ ಕಲಿಸಬೇಕು ಎಂದು ಹೇಳಿದರು. xyxy=(338,490,612,527)
temp-max-value: 36 xyxy=(1300,37,1327,62)
brief-item[interactable] xyxy=(23,344,316,441)
story-paragraph: ಕಾರ್ಖಾನೆ ಆಡಳಿತ ಮಂಡಳಿ ಮಾತುಕತೆಗೆ ಮುಂದಾಗಬೇಕು ಎಂದು ಆಗ್ರಹಿಸಿದರು. xyxy=(1301,1027,1518,1051)
story-dateline: ಮುಧೋಳ/ಬಾಗಲಕೋಟೆ: xyxy=(777,1243,852,1253)
brief-headline: ವಿದ್ಯುತ್ ವ್ಯತ್ಯಯ ನಾಳೆ xyxy=(23,247,316,273)
bottom-story-women[interactable] xyxy=(409,1213,770,1503)
brief-text: ಪಟ್ಟಣದ ಉಪವಿಭಾಗದ ಗ್ರಾಮದ 110 ಕೆವಿ ವಿದ್ಯುತ್ ಪರಿವರ್ತಕ ಕೇಂದ್ರದಲ್ಲಿ ನಿರ್ವಹಣಾ ಕಾರ್ಯ ಕೈಗೊಳ್ಳುವ ಹಿನ್ನೆಲೆಯಲ್ಲಿ, ಆದ್ದರಿಂದ 110ಕೆವಿ ಸಾಬೂಸ್ಪಾಡ ಹಾಗೂ 110ಕೆವಿ ಹೊಸ ಗ್ರಾಮ, 110ಕೆವಿ ಜಮಖಂಡಿ ಮತ್ತು 11ಕೆವಿ ಕಣಕೇಶ್ವರ ಘಟಕ, ಶೀರಗುಪ್ಪಿ, ಮುದ್ದಾಪುರ, ಚಿಕ್ಕಲಕಿ, ಹಿಪ್ಪರಗಿ, ಕಲಹಳ್ಳ, ಶಿರಗುಪ್ಪಿ, ಜಗದಾಳ, ಬನಹಟ್ಟಿ, ಕಜ್ಜಿಬಾವಿ, ಹಳಿಂಗಳಿ, ಸಾವಳಗಿ ಗ್ರಾಮಗಳ ಸುತ್ತಮುತ್ತ ವಿದ್ಯುತ್ ಸರಬರಾಜು ಸ್ಥಗಿತಗೊಳ್ಳಲಿದೆ. ಬೆಳಗ್ಗೆ 10 ಗಂಟೆಯಿಂದ ಸಂಜೆ 6 ರವರೆಗೆ ವ್ಯತ್ಯಯವಾಗಲಿದೆ ಎಂದು ಅಧಿಕಾರಿಗಳು ತಿಳಿಸಿದ್ದಾರೆ. xyxy=(23,156,316,232)
story-paragraph: ಕಾರ್ಯಕ್ರಮದಲ್ಲಿ ವೈದ್ಯರಾದ ಡಾ.ಸುರೇಶ, ಡಾ.ಮಂಜುನಾಥ, ಸಿಬ್ಬಂದಿ ಹಾಗೂ ಸ್ವಯಂಸೇವಕರು ಭಾಗವಹಿಸಿದ್ದರು. ಗಣ್ಯರು ಉಪಸ್ಥಿತರಿದ್ದರು. xyxy=(670,853,827,890)
story-paragraph: ಸಭೆಯಲ್ಲಿ ಅಧಿಕಾರಿಗಳು ಭಾಗವಹಿಸಿದ್ದರು. ಚುನಾವಣಾ ಸಿದ್ಧತೆಗಳ ಪರಿಶೀಲನೆ ನಡೆಸಲಾಯಿತು. xyxy=(839,930,1064,953)
briefs-section-header xyxy=(23,80,316,118)
brief-headline: ಕೋರ್ಸ್ ಆರಂಭ xyxy=(23,612,316,635)
photo-caption xyxy=(23,1406,403,1418)
main-story[interactable] xyxy=(332,300,1166,762)
story-paragraph: 230 ತಂಡಗಳು ಸ್ಪರ್ಧೆಯಲ್ಲಿ ಭಾಗವಹಿಸಿದ್ದವು. 100 ವಿಶ್ವವಿದ್ಯಾಲಯಗಳ ವಿದ್ಯಾರ್ಥಿಗಳು ಪಾಲ್ಗೊಂಡಿದ್ದರು. ನಿರಂತರ 26 ಗಂಟೆಗಳ ಕಾಲ ನಡೆದ ಸ್ಪರ್ಧೆಯಲ್ಲಿ ತಂಡ ಉತ್ತಮ ಪರಿಹಾರ ಒದಗಿಸಿತು. xyxy=(972,1243,1157,1292)
story-paragraph: ಮತದಾರರು ಯಾವುದೇ ಆಮಿಷಕ್ಕೆ ಒಳಗಾಗದೆ ಮತ ಚಲಾಯಿಸಬೇಕು. ಅಕ್ರಮ ಕಂಡುಬಂದಲ್ಲಿ ಸಹಾಯವಾಣಿಗೆ ಮಾಹಿತಿ ನೀಡಬೇಕು ಎಂದು ಮನವಿ ಮಾಡಿದರು. xyxy=(839,898,1064,921)
